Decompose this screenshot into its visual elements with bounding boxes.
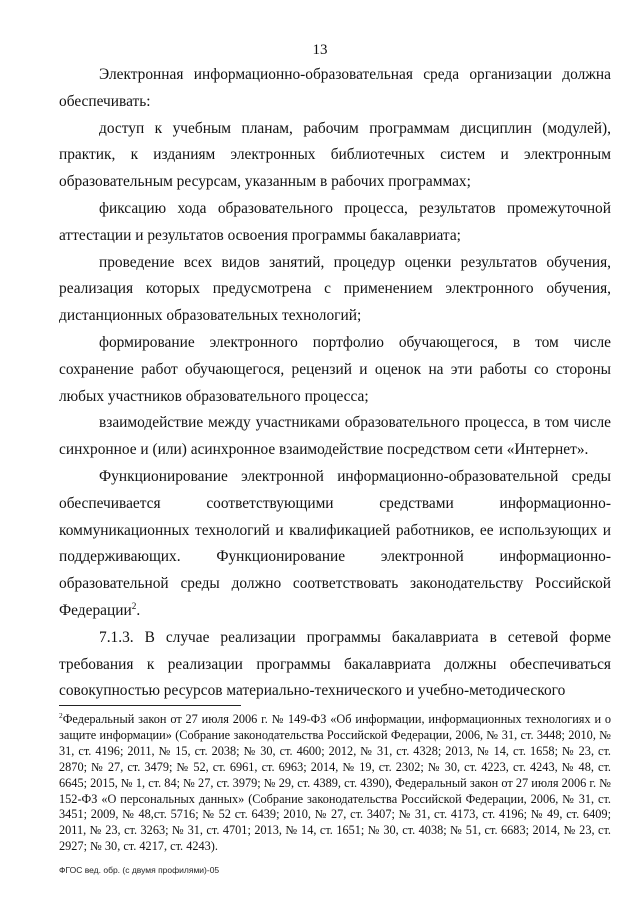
paragraph-fixation: фиксацию хода образовательного процесса, результатов промежуточной аттестации и результатов освоения программы бакалавриата; bbox=[59, 199, 611, 244]
main-text bbox=[59, 62, 611, 705]
footnote-block bbox=[59, 712, 611, 855]
paragraph-access: доступ к учебным планам, рабочим программам дисциплин (модулей), практик, к изданиям электронных библиотечных систем и электронным образовательным ресурсам, указанным в рабочих программах; bbox=[59, 119, 611, 191]
document-footer: ФГОС вед. обр. (с двумя профилями)-05 bbox=[59, 865, 220, 875]
paragraph-functioning: Функционирование электронной информационно-образовательной среды обеспечивается соответствующими средствами информационно-коммуникационных технологий и квалификацией работников, ее использующих и поддерживающих. Функционирование электронной информационно-образовательной среды должно соответствовать законодательству Российской Федерации$^2$. bbox=[59, 467, 611, 619]
footnote-reference[interactable]: 2 bbox=[131, 600, 137, 611]
paragraph-functioning-text: Функционирование электронной информационно-образовательной среды обеспечивается соответствующими средствами информационно-коммуникационных технологий и квалификацией работников, ее использующих и поддерживающих. Функционирование электронной информационно-образовательной среды должно соответствовать законодательству Российской Федерации bbox=[59, 467, 611, 619]
footnote-marker: 2 bbox=[59, 710, 63, 720]
footnote-text: Федеральный закон от 27 июля 2006 г. № 149-ФЗ «Об информации, информационных технологиях и о защите информации» (Собрание законодательства Российской Федерации, 2006, № 31, ст. 3448; 2010, № 31, ст. 4196; 2011, № 15, ст. 2038; № 30, ст. 4600; 2012, № 31, ст. 4328; 2013, № 14, ст. 1658; № 23, ст. 2870; № 27, ст. 3479; № 52, ст. 6961, ст. 6963; 2014, № 19, ст. 2302; № 30, ст. 4223, ст. 4243, № 48, ст. 6645; 2015, № 1, ст. 84; № 27, ст. 3979; № 29, ст. 4389, ст. 4390), Федеральный закон от 27 июля 2006 г. № 152-ФЗ «О персональных данных» (Собрание законодательства Российской Федерации, 2006, № 31, ст. 3451; 2009, № 48,ст. 5716; № 52 ст. 6439; 2010, № 27, ст. 3407; № 31, ст. 4173, ст. 4196; № 49, ст. 6409; 2011, № 23, ст. 3263; № 31, ст. 4701; 2013, № 14, ст. 1651; № 30, ст. 4038; № 51, ст. 6683; 2014, № 23, ст. 2927; № 30, ст. 4217, ст. 4243). bbox=[59, 712, 611, 854]
paragraph-portfolio: формирование электронного портфолио обучающегося, в том числе сохранение работ обучающегося, рецензий и оценок на эти работы со стороны любых участников образовательного процесса; bbox=[59, 333, 611, 405]
paragraph-7-1-3: 7.1.3. В случае реализации программы бакалавриата в сетевой форме требования к реализации программы бакалавриата должны обеспечиваться совокупностью ресурсов материально-технического и учебно-методического bbox=[59, 628, 611, 700]
footnote-separator bbox=[59, 705, 241, 706]
footnote-2 bbox=[59, 712, 611, 855]
paragraph-classes: проведение всех видов занятий, процедур оценки результатов обучения, реализация которых предусмотрена с применением электронного обучения, дистанционных образовательных технологий; bbox=[59, 253, 611, 325]
page-number: 13 bbox=[312, 42, 328, 58]
paragraph-interaction: взаимодействие между участниками образовательного процесса, в том числе синхронное и (или) асинхронное взаимодействие посредством сети «Интернет». bbox=[59, 414, 611, 459]
paragraph-eios-intro: Электронная информационно-образовательная среда организации должна обеспечивать: bbox=[59, 66, 611, 110]
